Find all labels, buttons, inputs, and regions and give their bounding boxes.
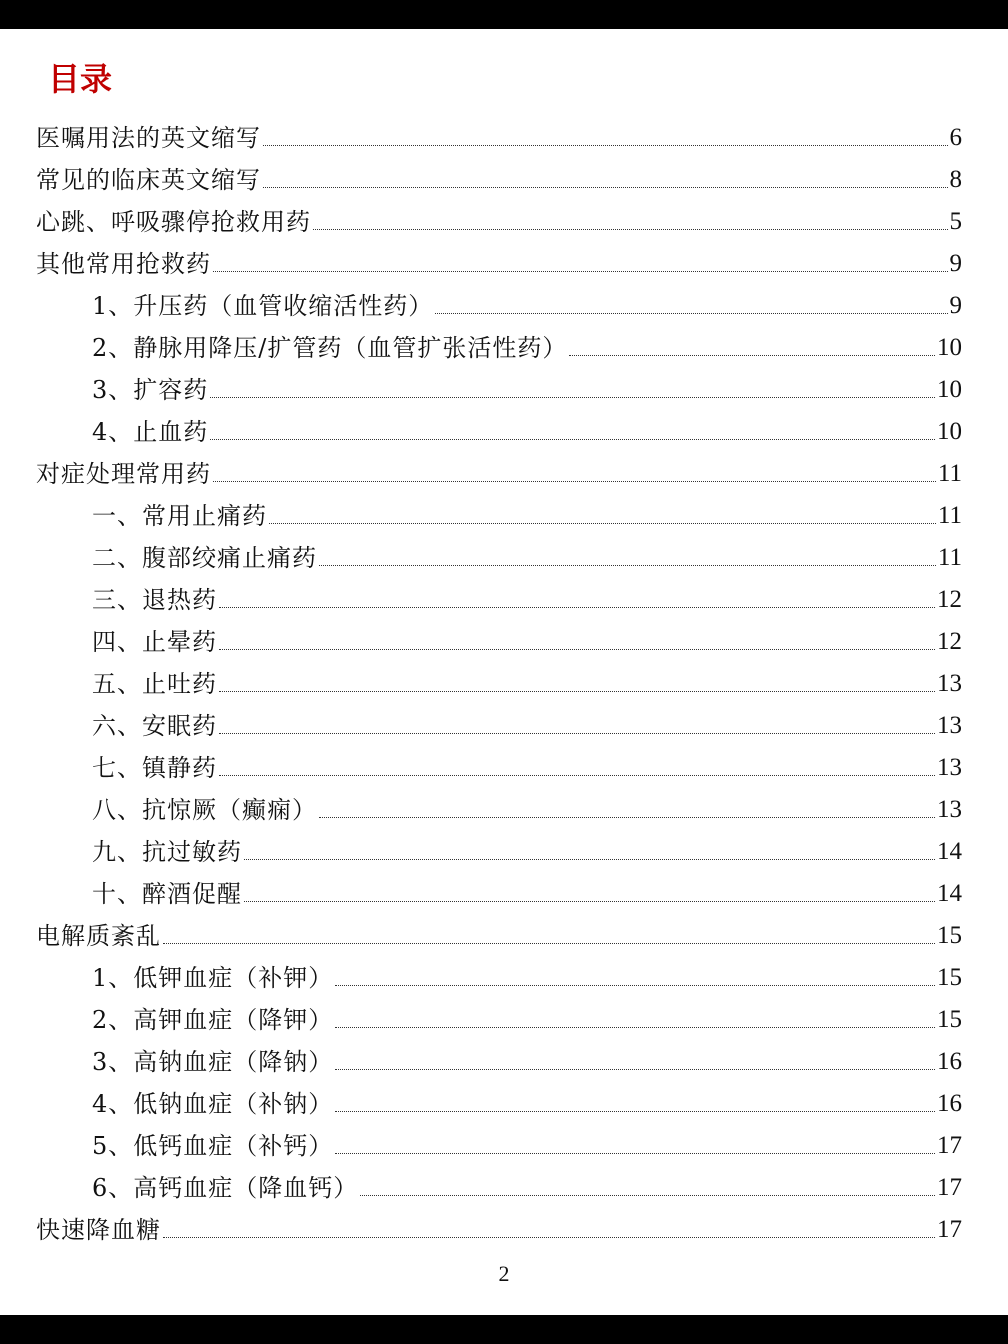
toc-entry-page: 14 [937,838,962,865]
toc-entry-label: 三、退热药 [92,586,217,614]
toc-entry-page: 12 [937,628,962,655]
toc-entry-page: 6 [949,124,962,151]
toc-entry-page: 17 [937,1132,962,1159]
toc-entry[interactable] [92,539,962,573]
toc-entry[interactable] [92,1085,962,1119]
toc-entry-page: 16 [937,1048,962,1075]
toc-dot-leader [313,228,948,230]
toc-entry-page: 9 [949,250,962,277]
toc-dot-leader [335,1110,935,1112]
toc-entry[interactable] [36,161,962,195]
toc-dot-leader [569,354,935,356]
toc-entry-label: 1、低钾血症（补钾） [92,964,334,992]
top-black-bar [0,0,1008,29]
toc-dot-leader [435,312,947,314]
toc-entry[interactable] [92,833,962,867]
toc-entry-label: 6、高钙血症（降血钙） [92,1174,359,1202]
toc-entry-page: 8 [949,166,962,193]
toc-entry-label: 快速降血糖 [36,1216,161,1244]
toc-entry-page: 15 [937,922,962,949]
toc-entry[interactable] [92,623,962,657]
toc-entry[interactable] [92,707,962,741]
toc-entry[interactable] [92,497,962,531]
toc-dot-leader [219,606,935,608]
toc-entry-page: 15 [937,964,962,991]
toc-entry-page: 10 [937,376,962,403]
toc-entry[interactable] [92,413,962,447]
toc-dot-leader [335,1026,935,1028]
toc-entry-page: 13 [937,796,962,823]
toc-entry-label: 五、止吐药 [92,670,217,698]
toc-entry-page: 13 [937,754,962,781]
toc-entry[interactable] [92,665,962,699]
toc-entry-label: 5、低钙血症（补钙） [92,1132,334,1160]
toc-entry[interactable] [36,119,962,153]
toc-entry-label: 4、止血药 [92,418,209,446]
toc-entry[interactable] [92,1169,962,1203]
toc-entry-page: 11 [937,460,962,487]
toc-entry-label: 一、常用止痛药 [92,502,267,530]
toc-entry-label: 4、低钠血症（补钠） [92,1090,334,1118]
toc-dot-leader [219,732,935,734]
document-page [0,29,1008,1315]
toc-entry-label: 八、抗惊厥（癫痫） [92,796,317,824]
toc-dot-leader [163,1236,935,1238]
toc-dot-leader [335,1152,935,1154]
bottom-black-bar [0,1315,1008,1344]
toc-entry[interactable] [36,245,962,279]
toc-entry-page: 15 [937,1006,962,1033]
toc-entry-label: 2、静脉用降压/扩管药（血管扩张活性药） [92,334,568,362]
toc-dot-leader [213,270,948,272]
toc-entry-page: 13 [937,712,962,739]
toc-dot-leader [263,144,948,146]
toc-entry-page: 11 [937,544,962,571]
toc-dot-leader [210,396,935,398]
toc-title: 目录 [48,60,113,98]
toc-dot-leader [319,816,935,818]
toc-entry-page: 14 [937,880,962,907]
toc-dot-leader [244,858,935,860]
toc-entry-page: 5 [949,208,962,235]
toc-entry[interactable] [92,749,962,783]
toc-entry[interactable] [92,329,962,363]
toc-entry-label: 二、腹部绞痛止痛药 [92,544,317,572]
toc-entry-label: 九、抗过敏药 [92,838,242,866]
toc-dot-leader [213,480,936,482]
toc-entry[interactable] [36,203,962,237]
toc-entry[interactable] [92,1001,962,1035]
toc-entry-label: 其他常用抢救药 [36,250,211,278]
toc-dot-leader [335,984,935,986]
toc-entry-page: 9 [949,292,962,319]
toc-entry[interactable] [36,917,962,951]
toc-entry-page: 11 [937,502,962,529]
toc-entry[interactable] [92,581,962,615]
toc-entry-page: 12 [937,586,962,613]
toc-entry-label: 十、醉酒促醒 [92,880,242,908]
toc-entry-page: 10 [937,334,962,361]
toc-entry[interactable] [92,1043,962,1077]
toc-dot-leader [219,774,935,776]
toc-entry-label: 电解质紊乱 [36,922,161,950]
toc-dot-leader [263,186,948,188]
toc-entry[interactable] [92,287,962,321]
toc-dot-leader [244,900,935,902]
page-number: 2 [498,1261,510,1286]
toc-dot-leader [319,564,936,566]
toc-entry-label: 3、高钠血症（降钠） [92,1048,334,1076]
toc-entry[interactable] [92,1127,962,1161]
toc-entry-label: 1、升压药（血管收缩活性药） [92,292,434,320]
toc-entry-label: 七、镇静药 [92,754,217,782]
toc-entry-label: 对症处理常用药 [36,460,211,488]
toc-dot-leader [163,942,935,944]
toc-entry-page: 13 [937,670,962,697]
toc-entry-label: 2、高钾血症（降钾） [92,1006,334,1034]
toc-entry-label: 四、止晕药 [92,628,217,656]
toc-entry[interactable] [92,791,962,825]
toc-entry-label: 医嘱用法的英文缩写 [36,124,261,152]
toc-dot-leader [335,1068,935,1070]
toc-entry-page: 17 [937,1174,962,1201]
toc-entry[interactable] [92,371,962,405]
toc-dot-leader [269,522,936,524]
toc-dot-leader [210,438,935,440]
toc-entry-page: 17 [937,1216,962,1243]
toc-entry-label: 常见的临床英文缩写 [36,166,261,194]
toc-entry-page: 16 [937,1090,962,1117]
toc-entry[interactable] [36,1211,962,1245]
toc-entry[interactable] [92,875,962,909]
toc-dot-leader [219,648,935,650]
toc-dot-leader [360,1194,935,1196]
toc-entry[interactable] [92,959,962,993]
toc-entry-label: 3、扩容药 [92,376,209,404]
toc-entry-label: 六、安眠药 [92,712,217,740]
toc-dot-leader [219,690,935,692]
toc-entry[interactable] [36,455,962,489]
toc-entry-page: 10 [937,418,962,445]
toc-entry-label: 心跳、呼吸骤停抢救用药 [36,208,311,236]
